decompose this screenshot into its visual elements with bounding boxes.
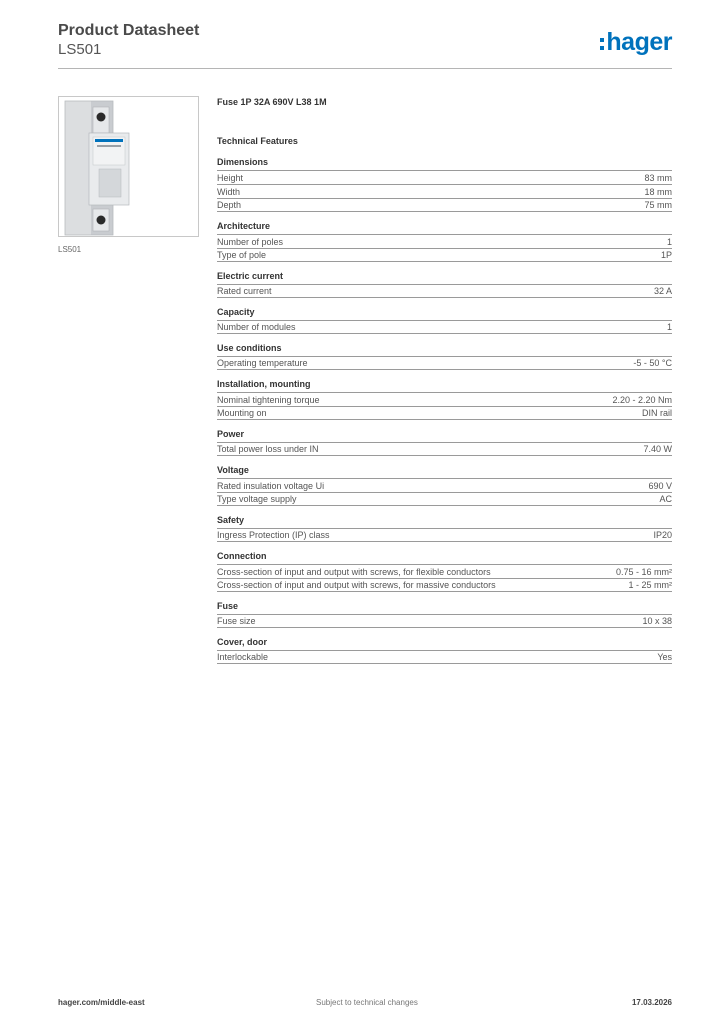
feature-row	[217, 184, 672, 198]
feature-value: 2.20 - 2.20 Nm	[612, 394, 672, 405]
feature-value: 32 A	[653, 286, 672, 296]
feature-group-title: Architecture	[217, 221, 271, 231]
header-divider	[58, 68, 672, 69]
footer-website: hager.com/middle-east	[58, 998, 145, 1007]
feature-label: Rated current	[217, 286, 272, 296]
image-caption: LS501	[58, 245, 82, 254]
feature-group	[217, 514, 672, 542]
feature-value: 1P	[660, 250, 672, 260]
feature-label: Operating temperature	[217, 358, 308, 368]
feature-group-title: Power	[217, 429, 245, 439]
feature-row	[217, 356, 672, 370]
feature-value: 18 mm	[644, 186, 672, 197]
feature-group-title: Electric current	[217, 271, 284, 281]
feature-row	[217, 564, 672, 578]
feature-value: Yes	[657, 652, 672, 662]
logo-wordmark: hager	[606, 27, 672, 56]
feature-label: Interlockable	[217, 652, 269, 662]
page-header	[58, 22, 672, 68]
feature-group	[217, 550, 672, 592]
feature-value: 75 mm	[644, 200, 672, 210]
feature-group	[217, 306, 672, 334]
feature-row	[217, 320, 672, 334]
feature-label: Width	[217, 186, 241, 197]
logo-dots-icon	[600, 38, 604, 50]
product-name: Fuse 1P 32A 690V L38 1M	[217, 97, 327, 107]
feature-label: Total power loss under IN	[217, 444, 319, 454]
document-title: Product Datasheet	[58, 22, 200, 39]
feature-group-title: Cover, door	[217, 637, 268, 647]
feature-group	[217, 378, 672, 420]
feature-group	[217, 636, 672, 664]
feature-row	[217, 234, 672, 248]
feature-value: 83 mm	[644, 172, 672, 183]
feature-value: DIN rail	[641, 408, 672, 418]
feature-group-title: Capacity	[217, 307, 255, 317]
page-footer	[58, 998, 672, 1010]
feature-label: Height	[217, 172, 244, 183]
footer-date: 17.03.2026	[631, 998, 672, 1007]
feature-group-title: Dimensions	[217, 157, 269, 167]
feature-label: Cross-section of input and output with screws, for flexible conductors	[217, 566, 491, 577]
technical-features-title: Technical Features	[217, 136, 298, 146]
feature-label: Rated insulation voltage Ui	[217, 480, 325, 491]
feature-row	[217, 170, 672, 184]
feature-label: Type of pole	[217, 250, 267, 260]
feature-group-title: Safety	[217, 515, 245, 525]
feature-value: AC	[659, 494, 672, 504]
feature-row	[217, 392, 672, 406]
feature-value: IP20	[653, 530, 672, 540]
feature-group	[217, 156, 672, 212]
footer-notice: Subject to technical changes	[316, 998, 418, 1007]
feature-value: -5 - 50 °C	[633, 358, 672, 368]
feature-row	[217, 528, 672, 542]
feature-group-title: Use conditions	[217, 343, 282, 353]
feature-row	[217, 248, 672, 262]
feature-row	[217, 198, 672, 212]
feature-label: Depth	[217, 200, 242, 210]
hager-logo	[600, 28, 672, 56]
feature-value: 690 V	[648, 480, 672, 491]
feature-value: 7.40 W	[643, 444, 672, 454]
feature-group	[217, 342, 672, 370]
feature-value: 1	[666, 322, 672, 332]
feature-label: Fuse size	[217, 616, 256, 626]
feature-label: Nominal tightening torque	[217, 394, 320, 405]
feature-label: Type voltage supply	[217, 494, 297, 504]
feature-group	[217, 270, 672, 298]
feature-value: 1 - 25 mm²	[628, 580, 672, 590]
feature-row	[217, 614, 672, 628]
feature-group	[217, 220, 672, 262]
feature-group	[217, 428, 672, 456]
feature-label: Cross-section of input and output with screws, for massive conductors	[217, 580, 496, 590]
feature-group	[217, 600, 672, 628]
feature-row	[217, 650, 672, 664]
feature-row	[217, 406, 672, 420]
feature-row	[217, 284, 672, 298]
feature-row	[217, 578, 672, 592]
feature-label: Ingress Protection (IP) class	[217, 530, 330, 540]
feature-groups	[217, 156, 672, 664]
feature-group-title: Connection	[217, 551, 267, 561]
feature-row	[217, 492, 672, 506]
feature-row	[217, 442, 672, 456]
feature-group-title: Fuse	[217, 601, 239, 611]
feature-group-title: Voltage	[217, 465, 249, 475]
product-code: LS501	[58, 41, 102, 58]
feature-group	[217, 464, 672, 506]
feature-label: Number of modules	[217, 322, 296, 332]
feature-row	[217, 478, 672, 492]
feature-value: 10 x 38	[642, 616, 672, 626]
feature-group-title: Installation, mounting	[217, 379, 311, 389]
fuse-holder-illustration	[59, 97, 198, 236]
feature-label: Mounting on	[217, 408, 267, 418]
feature-value: 1	[666, 236, 672, 247]
product-image	[58, 96, 199, 237]
feature-label: Number of poles	[217, 236, 284, 247]
spec-section	[217, 96, 672, 672]
feature-value: 0.75 - 16 mm²	[615, 566, 672, 577]
